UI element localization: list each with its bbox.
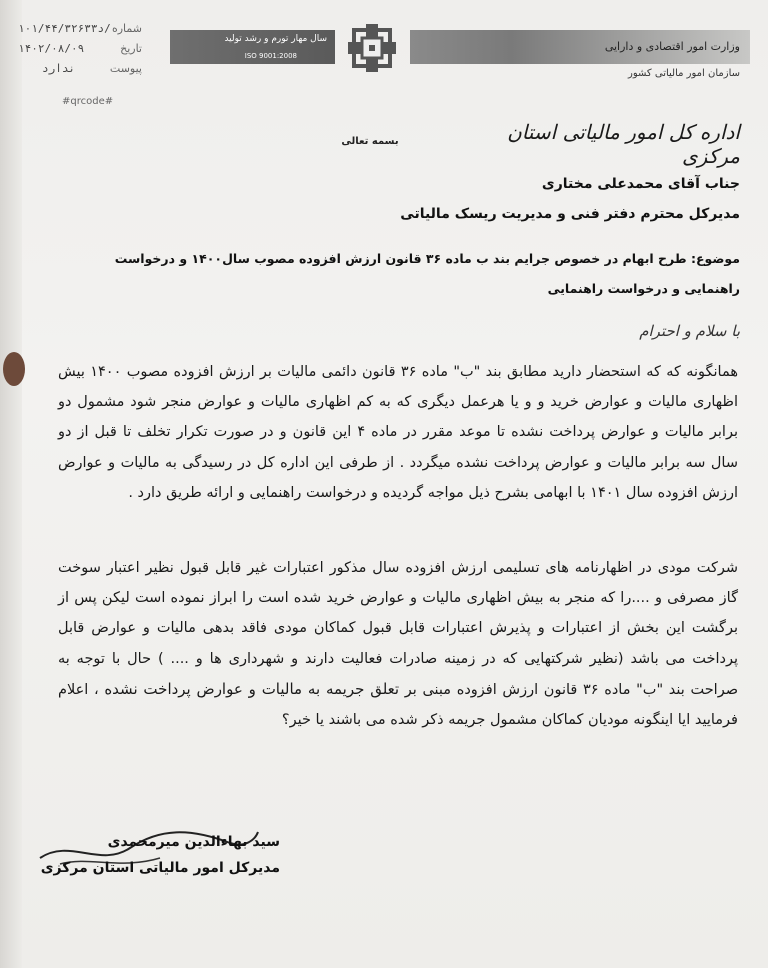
iso-text: ISO 9001:2008 — [244, 52, 297, 60]
slogan-banner — [170, 30, 335, 64]
signer-name: سید بهاءالدین میرمحمدی — [107, 834, 280, 850]
body-paragraph-2 — [58, 553, 738, 735]
letter-date-row — [18, 42, 148, 62]
paper-fold-shadow — [0, 0, 22, 968]
body-paragraph-1: همانگونه که که استحضار دارید مطابق بند "ب" ماده ۳۶ قانون دائمی مالیات بر ارزش افزوده مصوب ۱۴۰۰ بیش اظهاری مالیات و عوارض خرید و و یا هرعمل دیگری که به کم اظهاری مالیات و عوارض منجر شود مشمول دو برابر مالیات و عوارض پرداخت نشده تا موعد مقرر در ماده ۴ این قانون و در صورت تکرار تخلف تا قبل از دو سال سه برابر مالیات و عوارض پرداخت نشده میگردد . از طرفی این اداره کل در رسیدگی به مالیات و عوارض ارزش افزوده سال ۱۴۰۱ با ابهامی بشرح ذیل مواجه گردیده و درخواست راهنمایی و ارائه طریق دارد . — [58, 364, 739, 501]
bismillah: بسمه تعالی — [341, 136, 399, 147]
letter-date-label: تاریخ — [120, 42, 142, 55]
addressee-title: مدیرکل محترم دفتر فنی و مدیریت ریسک مالیاتی — [400, 206, 740, 222]
ministry-name: وزارت امور اقتصادی و دارایی — [604, 40, 740, 53]
greeting: با سلام و احترام — [639, 322, 740, 340]
signature-block — [40, 834, 280, 876]
letter-number-row — [18, 22, 148, 42]
slogan-text: سال مهار تورم و رشد تولید — [224, 34, 327, 44]
signer-title: مدیرکل امور مالیاتی استان مرکزی — [40, 860, 280, 876]
qrcode-placeholder: #qrcode# — [62, 96, 114, 107]
body-paragraph-2-spaced: تعلق جریمه به مالیات و عوارض پرداخت نشده — [104, 679, 400, 698]
letter-date: ۱۴۰۲/۰۸/۰۹ — [18, 42, 85, 55]
body-paragraph-2-part-a: شرکت مودی در اظهارنامه های تسلیمی ارزش افزوده سال مذکور اعتبارات غیر قابل قبول نظیر اعتبار سوخت گاز مصرفی و ....را که منجر به بیش اظهاری مالیات و عوارض خرید شده است را ابراز نموده است لیکن پس از برگشت این بخش از اعتبارات و پذیرش اعتبارات قابل قبول کماکان مودی فاقد بدهی مالیات و عوارض قابل پرداخت می باشد (نظیر شرکتهایی که در زمینه صادرات فعالیت دارند و شهرداری ها و .... ) حال با توجه به صراحت بند "ب" ماده ۳۶ قانون ارزش افزوده مبنی بر — [58, 560, 739, 698]
attachment-value: ندارد — [42, 62, 76, 75]
tax-organization-name: سازمان امور مالیاتی کشور — [628, 68, 740, 79]
tax-organization-emblem-icon — [340, 22, 404, 74]
attachment-label: پیوست — [109, 62, 142, 75]
attachment-row — [18, 62, 148, 82]
org-name: اداره کل امور مالیاتی استان مرکزی — [507, 120, 740, 168]
body-paragraph-2-part-b: ، اعلام فرمایید ایا اینگونه مودیان کماکان مشمول جریمه ذکر شده می باشند یا خیر؟ — [58, 681, 738, 729]
addressee-name: جناب آقای محمدعلی مختاری — [541, 176, 740, 192]
letter-meta — [18, 22, 148, 82]
punch-hole — [3, 352, 25, 386]
subject-line: موضوع: طرح ابهام در خصوص جرایم بند ب ماده ۳۶ قانون ارزش افزوده مصوب سال۱۴۰۰ و درخواست راهنمایی و درخواست راهنمایی — [114, 251, 740, 296]
letter-number: ۱۰۱/۴۴/۳۲۶۳۳د/ — [18, 22, 111, 35]
letter-number-label: شماره — [111, 22, 142, 35]
